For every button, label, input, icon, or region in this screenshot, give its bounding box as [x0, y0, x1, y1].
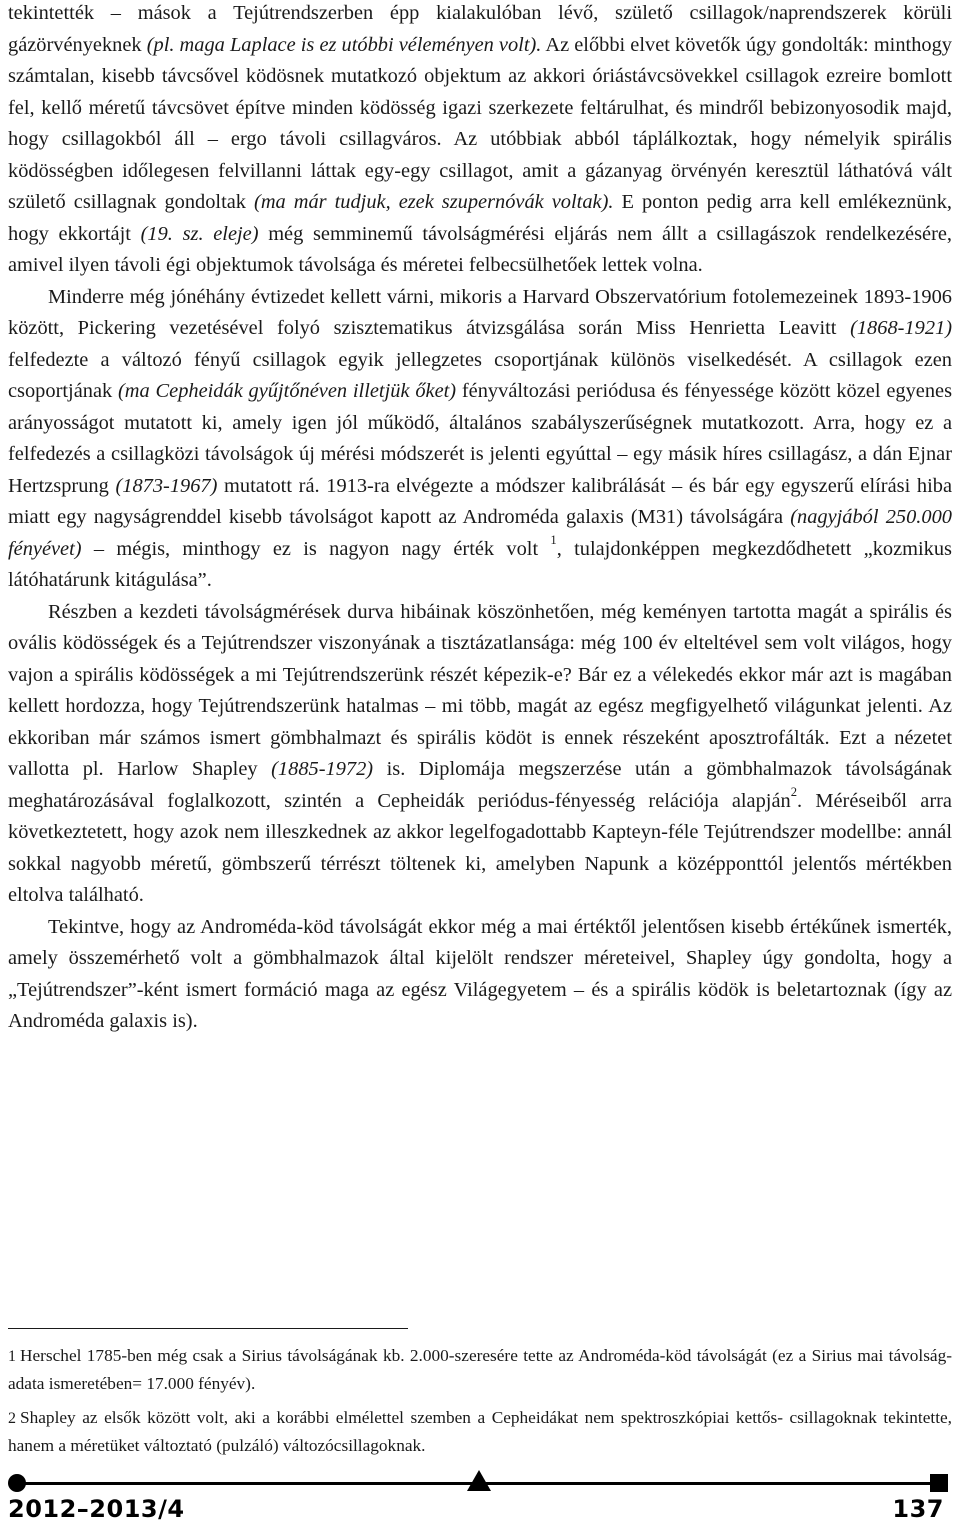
italic-text: (1873-1967) [115, 474, 218, 497]
square-marker-icon [930, 1474, 948, 1492]
page-footer [8, 1468, 952, 1525]
page-number: 137 [892, 1495, 944, 1523]
paragraph [8, 912, 952, 1038]
paragraph [8, 597, 952, 912]
italic-text: (ma már tudjuk, ezek szupernóvák voltak). [254, 191, 614, 213]
footnote [8, 1343, 952, 1397]
article-body [8, 0, 952, 1038]
italic-text: (nagyjából 250.000 fényévet) [8, 506, 952, 560]
footnote-number: 2 [8, 1410, 16, 1427]
italic-text: (ma Cepheidák gyűjtőnéven illetjük őket) [118, 380, 457, 402]
text-segment: is. Diplomája megszerzése után a gömbhalmazok távolságának meghatározásával foglalkozott, szintén a Cepheidák periódus-fényesség relációja alapján [8, 758, 952, 812]
text-segment: E ponton pedig arra kell emlékeznünk, hogy ekkortájt [8, 191, 953, 245]
footnote [8, 1405, 952, 1459]
footnote-text: Shapley az elsők között volt, aki a korábbi elmélettel szemben a Cepheidákat nem spektroszkópiai kettős- csillagoknak tekintette, hanem a méretüket változtató (pulzáló) változócsillagoknak. [8, 1408, 952, 1455]
text-segment: , tulajdonképpen megkezdődhetett „kozmikus látóhatárunk kitágulása”. [8, 537, 952, 591]
italic-text: (1868-1921) [850, 317, 952, 339]
text-segment: felfedezte a változó fényű csillagok egyik jellegzetes csoportjának különös viselkedését. A csillagok ezen csoportjának [8, 348, 952, 402]
text-segment: tekintették – mások a Tejútrendszerben épp kialakulóban lévő, születő csillagok/naprendszerek körüli gázörvényeknek [8, 2, 952, 56]
paragraph [8, 0, 952, 282]
text-segment: Tekintve, hogy az Androméda-köd távolságát ekkor még a mai értéktől jelentősen kisebb értékűnek ismerték, amely összemérhető volt a gömbhalmazok által kijelölt rendszer méreteivel, Shapley úgy gondolta, hogy a „Tejútrendszer”-ként ismert formáció maga az egész Világegyetem – és a spirális ködök is beletartoznak (így az Androméda galaxis is). [8, 915, 952, 1032]
triangle-marker-icon [467, 1470, 491, 1491]
text-segment: – mégis, minthogy ez is nagyon nagy érték volt [81, 537, 551, 560]
issue-number: 2012–2013/4 [8, 1495, 185, 1523]
text-segment: fényváltozási periódusa és fényessége között közel egyenes arányosságot mutatott ki, amely igen jól működő, általános szabályszerűségnek mutatkozott. Arra, hogy ez a felfedezés a csillagközi távolságok új mérési módszerét is jelenti egyúttal – egy másik híres csillagász, a dán Ejnar Hertzsprung [8, 380, 953, 497]
footnotes [8, 1343, 952, 1467]
italic-text: (pl. maga Laplace is ez utóbbi véleményen volt). [146, 33, 542, 56]
text-segment: Az előbbi elvet követők úgy gondolták: minthogy számtalan, kisebb távcsővel ködösnek mutatkozó objektum az akkori óriástávcsövekkel csillagok ezreire bomlott fel, kellő méretű távcsövet építve minden ködösség igazi szerkezete feltárulhat, és mindről bebizonyosodik majd, hogy csillagokból áll – ergo távoli csillagváros. Az utóbbiak abból táplálkoztak, hogy némelyik spirális ködösségben időlegesen felvillanni láttak egy-egy csillagot, amit a gázanyag örvényén keresztül láthatóvá vált születő csillagnak gondoltak [8, 33, 952, 213]
footnote-reference: 1 [550, 533, 557, 548]
italic-text: (1885-1972) [271, 758, 374, 780]
circle-marker-icon [8, 1474, 26, 1492]
text-segment: mutatott rá. 1913-ra elvégezte a módszer kalibrálását – és bár egy egyszerű elírási hiba miatt egy nagyságrenddel kisebb távolságot kapott az Androméda galaxis (M31) távolságára [8, 474, 952, 528]
text-segment: Részben a kezdeti távolságmérések durva hibáinak köszönhetően, még keményen tartotta magát a spirális és ovális ködösségek és a Tejútrendszer viszonyának a tisztázatlansága: még 100 év elteltével sem volt világos, hogy vajon a spirális ködösségek a mi Tejútrendszerünk részét képezik-e? Bár ez a vélekedés ekkor már azt is magában kellett hordozza, hogy Tejútrendszerünk hatalmas – mi több, magát az egész megfigyelhető világunkat jelenti. Az ekkoriban már számos ismert gömbhalmazt és spirális ködöt is ennek részeként aposztrofálták. Ezt a nézetet vallotta pl. Harlow Shapley [8, 600, 952, 780]
footnote-reference: 2 [790, 785, 798, 800]
italic-text: (19. sz. eleje) [140, 222, 259, 245]
text-segment: Minderre még jónéhány évtizedet kellett várni, mikoris a Harvard Obszervatórium fotolemezeinek 1893-1906 között, Pickering vezetésével folyó szisztematikus átvizsgálása során Miss Henrietta Leavitt [8, 285, 952, 339]
paragraph [8, 282, 952, 597]
text-segment: még semminemű távolságmérési eljárás nem állt a csillagászok rendelkezésére, amivel ilyen távoli égi objektumok távolsága és méretei felbecsülhetőek lettek volna. [8, 222, 953, 276]
footnote-number: 1 [8, 1348, 16, 1365]
text-segment: . Méréseiből arra következtetett, hogy azok nem illeszkednek az akkor legelfogadottabb Kapteyn-féle Tejútrendszer modellbe: annál sokkal nagyobb méretű, gömbszerű térrészt töltenek ki, amelyben Napunk a középponttól jelentős mértékben eltolva található. [8, 789, 952, 906]
footnote-separator [8, 1328, 408, 1329]
footnote-text: Herschel 1785-ben még csak a Sirius távolságának kb. 2.000-szeresére tette az Androméda-köd távolságát (ez a Sirius mai távolság-adata ismeretében= 17.000 fényév). [8, 1346, 952, 1393]
